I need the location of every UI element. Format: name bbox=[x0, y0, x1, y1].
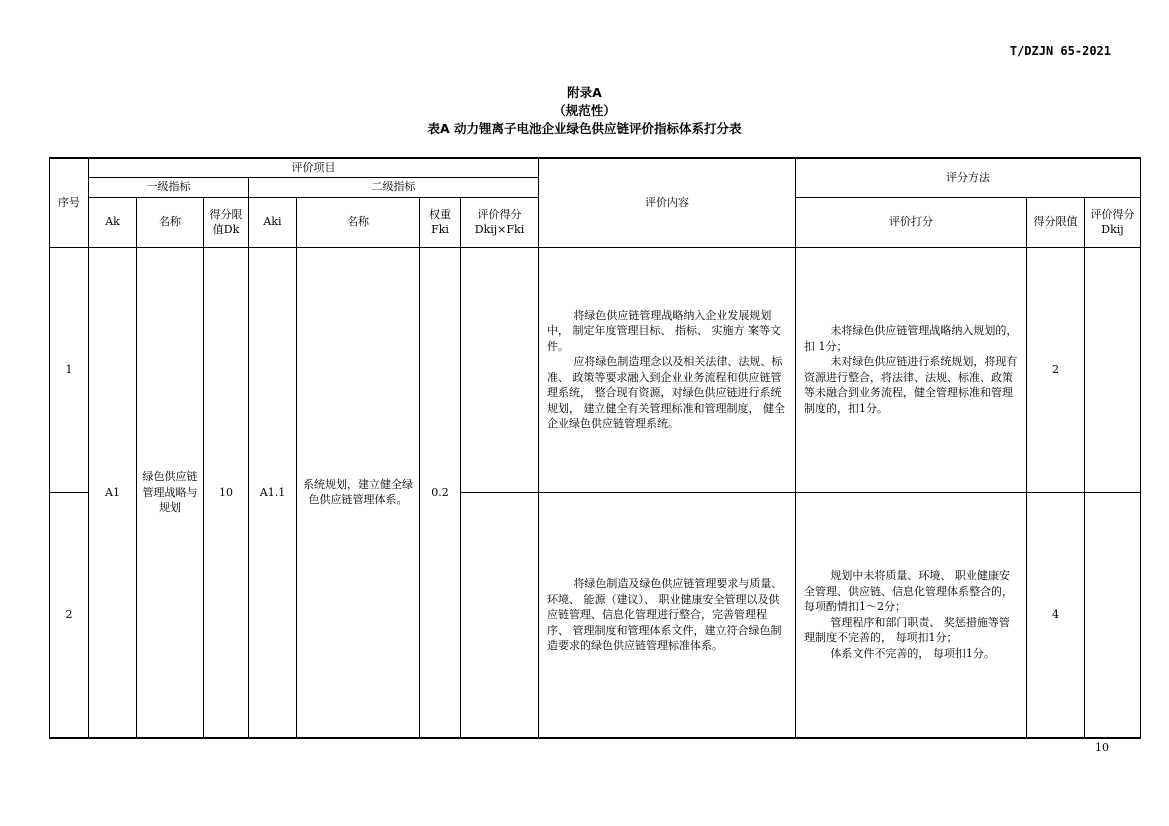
table-title: 表A 动力锂离子电池企业绿色供应链评价指标体系打分表 bbox=[427, 121, 742, 136]
page-number: 10 bbox=[1095, 741, 1109, 754]
header-eval-score-dkij: 评价得分Dkij bbox=[1085, 197, 1141, 247]
cell-level2-name: 系统规划，建立健全绿色供应链管理体系。 bbox=[297, 247, 420, 738]
scoring-paragraph: 体系文件不完善的， 每项扣1分。 bbox=[830, 646, 995, 660]
header-scoring-method: 评分方法 bbox=[796, 158, 1141, 197]
scoring-paragraph: 管理程序和部门职责、 奖惩措施等管理制度不完善的， 每项扣1分； bbox=[804, 615, 1010, 645]
cell-eval-score bbox=[461, 492, 539, 738]
cell-scoring bbox=[796, 247, 1027, 492]
header-level1: 一级指标 bbox=[89, 177, 249, 197]
header-ak: Ak bbox=[89, 197, 137, 247]
cell-weight: 0.2 bbox=[420, 247, 461, 738]
header-level2: 二级指标 bbox=[249, 177, 539, 197]
scoring-paragraph: 规划中未将质量、环境、 职业健康安全管理、供应链、信息化管理体系整合的，每项酌情扣1～2分； bbox=[804, 569, 1013, 614]
appendix-nature: （规范性） bbox=[553, 103, 616, 118]
header-eval-score-formula: 评价得分Dkij×Fki bbox=[461, 197, 539, 247]
cell-score bbox=[1085, 492, 1141, 738]
row-seq: 2 bbox=[50, 492, 89, 738]
cell-dk: 10 bbox=[204, 247, 249, 738]
cell-eval-score bbox=[461, 247, 539, 492]
header-score-limit: 得分限值 bbox=[1027, 197, 1085, 247]
header-eval-scoring: 评价打分 bbox=[796, 197, 1027, 247]
scoring-paragraph: 未对绿色供应链进行系统规划，将现有资源进行整合，将法律、法规、标准、政策等未融合到业务流程，健全管理标准和管理制度的，扣1分。 bbox=[804, 355, 1018, 415]
header-weight-fki: 权重Fki bbox=[420, 197, 461, 247]
cell-eval-content bbox=[539, 492, 796, 738]
cell-ak: A1 bbox=[89, 247, 137, 738]
header-aki: Aki bbox=[249, 197, 297, 247]
cell-scoring bbox=[796, 492, 1027, 738]
document-code: T/DZJN 65-2021 bbox=[1009, 44, 1111, 58]
cell-eval-content bbox=[539, 247, 796, 492]
cell-score bbox=[1085, 247, 1141, 492]
content-paragraph: 将绿色供应链管理战略纳入企业发展规划中， 制定年度管理目标、 指标、 实施方 案等文件。 bbox=[547, 308, 781, 353]
content-paragraph: 应将绿色制造理念以及相关法律、法规、标准、 政策等要求融入到企业业务流程和供应链管理系统， 整合现有资源，对绿色供应链进行系统规划， 建立健全有关管理标准和管理制度， 健全企业绿色供应链管理系统。 bbox=[547, 355, 785, 430]
scoring-paragraph: 未将绿色供应链管理战略纳入规划的，扣 1分； bbox=[804, 324, 1018, 353]
header-eval-item: 评价项目 bbox=[89, 158, 539, 177]
cell-score-limit: 4 bbox=[1027, 492, 1085, 738]
header-name1: 名称 bbox=[137, 197, 204, 247]
scoring-table bbox=[49, 157, 1141, 739]
header-name2: 名称 bbox=[297, 197, 420, 247]
appendix-label: 附录A bbox=[567, 85, 602, 100]
row-seq: 1 bbox=[50, 247, 89, 492]
cell-score-limit: 2 bbox=[1027, 247, 1085, 492]
content-paragraph: 将绿色制造及绿色供应链管理要求与质量、环境、 能源（建议）、 职业健康安全管理以及供应链管理、信息化管理进行整合，完善管理程序、 管理制度和管理体系文件，建立符合绿色制造要求的绿色供应链管理标准体系。 bbox=[547, 577, 783, 652]
cell-level1-name: 绿色供应链管理战略与规划 bbox=[137, 247, 204, 738]
header-eval-content: 评价内容 bbox=[539, 158, 796, 247]
table-row bbox=[50, 247, 1141, 492]
cell-aki: A1.1 bbox=[249, 247, 297, 738]
header-seq: 序号 bbox=[50, 158, 89, 247]
header-score-limit-dk: 得分限值Dk bbox=[204, 197, 249, 247]
